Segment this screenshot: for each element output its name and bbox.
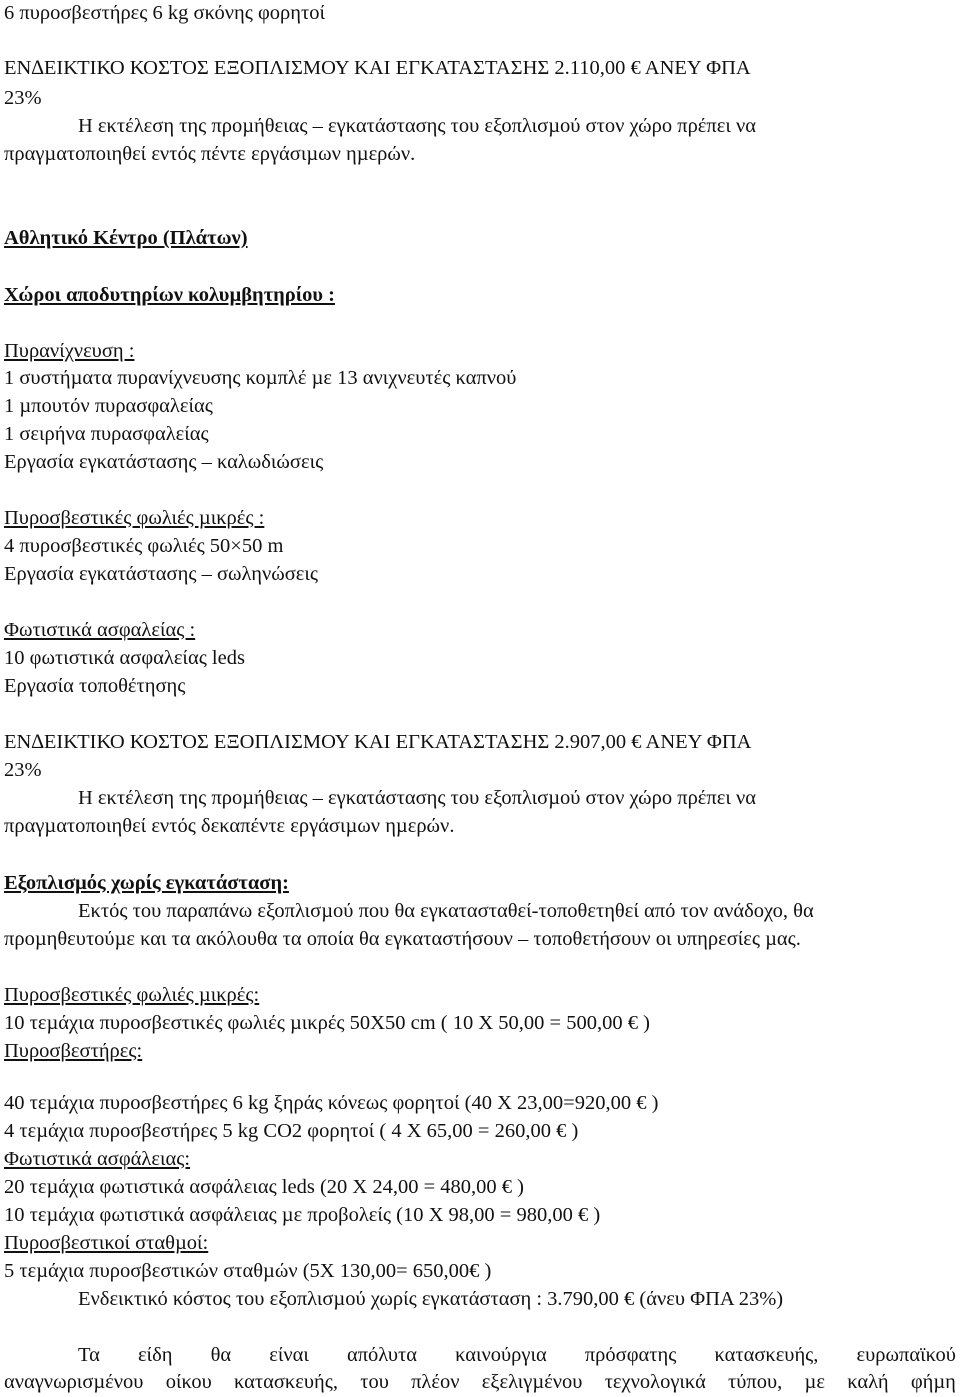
fire-detection-item: Εργασία εγκατάστασης – καλωδιώσεις bbox=[4, 451, 324, 473]
closing-word: θα bbox=[210, 1344, 232, 1366]
cost1-vat: 23% bbox=[4, 87, 42, 109]
fire-detection-item: 1 συστήµατα πυρανίχνευσης κοµπλέ µε 13 ανιχνευτές καπνού bbox=[4, 367, 517, 389]
closing-word: είδη bbox=[137, 1344, 173, 1366]
extinguishers-item: 4 τεµάχια πυροσβεστήρες 5 kg CO2 φορητοί ( 4 Χ 65,00 = 260,00 € ) bbox=[4, 1120, 579, 1142]
hose-reels-item: 4 πυροσβεστικές φωλιές 50×50 m bbox=[4, 535, 284, 557]
closing-paragraph-line2 bbox=[4, 1369, 956, 1395]
hose-reels-item: Εργασία εγκατάστασης – σωληνώσεις bbox=[4, 563, 319, 585]
small-hose-heading: Πυροσβεστικές φωλιές µικρές: bbox=[4, 984, 260, 1006]
no-install-para-line2: προµηθευτούµε και τα ακόλουθα τα οποία θα εγκαταστήσουν – τοποθετήσουν οι υπηρεσίες µας. bbox=[4, 928, 801, 950]
safety-lights-item: Εργασία τοποθέτησης bbox=[4, 675, 186, 697]
closing-word: πρόσφατης bbox=[584, 1344, 677, 1366]
safety-lights-item: 10 φωτιστικά ασφαλείας leds bbox=[4, 647, 245, 669]
cost2-note-line1: Η εκτέλεση της προµήθειας – εγκατάστασης του εξοπλισµού στον χώρο πρέπει να bbox=[78, 787, 757, 809]
no-install-title: Εξοπλισµός χωρίς εγκατάσταση: bbox=[4, 872, 289, 894]
cost2-vat: 23% bbox=[4, 759, 42, 781]
lights-item: 10 τεµάχια φωτιστικά ασφάλειας µε προβολείς (10 Χ 98,00 = 980,00 € ) bbox=[4, 1204, 601, 1226]
extinguishers-item: 40 τεµάχια πυροσβεστήρες 6 kg ξηράς κόνεως φορητοί (40 Χ 23,00=920,00 € ) bbox=[4, 1092, 659, 1114]
stations-heading: Πυροσβεστικοί σταθµοί: bbox=[4, 1232, 209, 1254]
closing-word: εξελιγµένου bbox=[481, 1371, 583, 1393]
cost2-note-line2: πραγµατοποιηθεί εντός δεκαπέντε εργάσιµων ηµερών. bbox=[4, 815, 455, 837]
hose-reels-heading: Πυροσβεστικές φωλιές µικρές : bbox=[4, 507, 265, 529]
closing-word: τύπου, bbox=[728, 1371, 783, 1393]
fire-detection-item: 1 σειρήνα πυρασφαλείας bbox=[4, 423, 209, 445]
total-no-install: Ενδεικτικό κόστος του εξοπλισµού χωρίς εγκατάσταση : 3.790,00 € (άνευ ΦΠΑ 23%) bbox=[78, 1288, 784, 1310]
closing-word: απόλυτα bbox=[346, 1344, 418, 1366]
safety-lights-heading: Φωτιστικά ασφαλείας : bbox=[4, 619, 196, 641]
closing-word: οίκου bbox=[165, 1371, 212, 1393]
fire-detection-heading: Πυρανίχνευση : bbox=[4, 340, 135, 362]
closing-word: πλέον bbox=[411, 1371, 460, 1393]
closing-word: ευρωπαϊκού bbox=[856, 1344, 956, 1366]
closing-word: κατασκευής, bbox=[714, 1344, 819, 1366]
closing-word: του bbox=[360, 1371, 389, 1393]
closing-word: κατασκευής, bbox=[233, 1371, 338, 1393]
closing-word: καλή bbox=[847, 1371, 889, 1393]
section-title: Αθλητικό Κέντρο (Πλάτων) bbox=[4, 227, 248, 249]
stations-item: 5 τεµάχια πυροσβεστικών σταθµών (5Χ 130,00= 650,00€ ) bbox=[4, 1260, 492, 1282]
closing-word: Τα bbox=[78, 1344, 100, 1366]
closing-word: είναι bbox=[269, 1344, 309, 1366]
closing-word: φήµη bbox=[910, 1371, 956, 1393]
cost2-line: ΕΝ∆ΕΙΚΤΙΚΟ ΚΟΣΤΟΣ ΕΞΟΠΛΙΣΜΟΥ ΚΑΙ ΕΓΚΑΤΑΣΤΑΣΗΣ 2.907,00 € ΑΝΕΥ ΦΠΑ bbox=[4, 731, 752, 753]
top-item-line: 6 πυροσβεστήρες 6 kg σκόνης φορητοί bbox=[4, 2, 325, 24]
small-hose-item: 10 τεµάχια πυροσβεστικές φωλιές µικρές 50Χ50 cm ( 10 Χ 50,00 = 500,00 € ) bbox=[4, 1012, 650, 1034]
cost1-note-line1: Η εκτέλεση της προµήθειας – εγκατάστασης του εξοπλισµού στον χώρο πρέπει να bbox=[78, 115, 757, 137]
lights-item: 20 τεµάχια φωτιστικά ασφάλειας leds (20 Χ 24,00 = 480,00 € ) bbox=[4, 1176, 524, 1198]
fire-detection-item: 1 µπουτόν πυρασφαλείας bbox=[4, 395, 213, 417]
lights-heading: Φωτιστικά ασφάλειας: bbox=[4, 1148, 191, 1170]
cost1-note-line2: πραγµατοποιηθεί εντός πέντε εργάσιµων ηµερών. bbox=[4, 143, 416, 165]
closing-word: µε bbox=[804, 1371, 825, 1393]
closing-word: αναγνωρισµένου bbox=[4, 1371, 144, 1393]
closing-word: τεχνολογικά bbox=[604, 1371, 706, 1393]
subsection-title: Χώροι αποδυτηρίων κολυµβητηρίου : bbox=[4, 284, 335, 306]
cost1-line: ΕΝ∆ΕΙΚΤΙΚΟ ΚΟΣΤΟΣ ΕΞΟΠΛΙΣΜΟΥ ΚΑΙ ΕΓΚΑΤΑΣΤΑΣΗΣ 2.110,00 € ΑΝΕΥ ΦΠΑ bbox=[4, 57, 751, 79]
no-install-para-line1: Εκτός του παραπάνω εξοπλισµού που θα εγκατασταθεί-τοποθετηθεί από τον ανάδοχο, θα bbox=[78, 900, 814, 922]
closing-word: καινούργια bbox=[455, 1344, 547, 1366]
closing-paragraph-line1 bbox=[78, 1342, 956, 1368]
extinguishers-heading: Πυροσβεστήρες: bbox=[4, 1040, 143, 1062]
